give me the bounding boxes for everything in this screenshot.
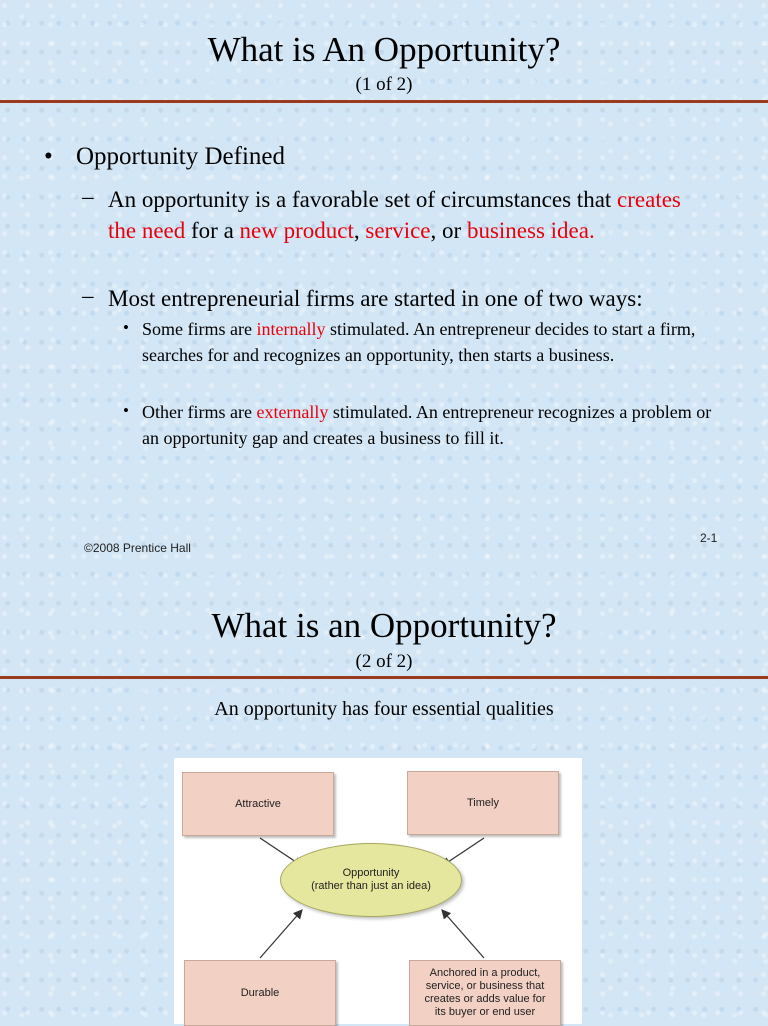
quality-timely: Timely — [407, 771, 559, 835]
two-ways-text: Most entrepreneurial firms are started in one of two ways: — [108, 286, 643, 311]
subbullet-glyph-2: • — [123, 401, 129, 420]
quality-attractive: Attractive — [182, 772, 334, 836]
slide-2 — [0, 580, 768, 1024]
definition-text — [108, 184, 708, 246]
dash-glyph-1: – — [82, 184, 94, 209]
dash-glyph-2: – — [82, 283, 94, 308]
subbullet-glyph-1: • — [123, 318, 129, 337]
highlight-business-idea: business idea. — [466, 218, 595, 243]
anchored-line: its buyer or end user — [434, 1006, 536, 1018]
opportunity-oval — [280, 843, 462, 917]
slide-2-title: What is an Opportunity? — [211, 606, 557, 645]
highlight-externally: externally — [256, 402, 329, 422]
title-divider — [0, 676, 768, 679]
highlight-service: service — [365, 218, 431, 243]
bullet-glyph: • — [44, 143, 53, 170]
qualities-caption: An opportunity has four essential qualities — [214, 698, 554, 720]
text-part: stimulated. An entrepreneur recognizes a problem or an opportunity gap and creates a business to fill it. — [142, 402, 712, 448]
bullet-heading: Opportunity Defined — [76, 143, 285, 170]
definition-part: An opportunity is a favorable set of circumstances that — [108, 187, 618, 212]
internally-stimulated-text — [142, 316, 732, 368]
slide-1-title: What is An Opportunity? — [207, 30, 561, 69]
definition-part: , — [353, 218, 366, 243]
oval-label: Opportunity — [342, 867, 400, 879]
oval-sublabel: (rather than just an idea) — [311, 880, 431, 892]
text-part: stimulated. An entrepreneur decides to start a firm, searches for and recognizes an opportunity, then starts a business. — [142, 319, 696, 365]
definition-part: , or — [430, 218, 467, 243]
definition-part: for a — [185, 218, 240, 243]
slide-2-subtitle: (2 of 2) — [355, 651, 413, 672]
highlight-internally: internally — [256, 319, 326, 339]
title-divider — [0, 100, 768, 103]
arrow-durable — [260, 910, 302, 958]
anchored-line: creates or adds value for — [424, 993, 546, 1005]
quality-durable: Durable — [184, 960, 336, 1026]
opportunity-diagram — [174, 758, 582, 1024]
highlight-creates-need: creates the need — [108, 187, 681, 243]
page-number: 2-1 — [700, 531, 718, 545]
text-part: Some firms are — [142, 319, 257, 339]
anchored-line: service, or business that — [425, 980, 545, 992]
text-part: Other firms are — [142, 402, 257, 422]
slide-1-subtitle: (1 of 2) — [355, 74, 413, 95]
anchored-line: Anchored in a product, — [429, 967, 541, 979]
quality-anchored — [409, 960, 561, 1026]
externally-stimulated-text — [142, 399, 732, 451]
highlight-new-product: new product — [239, 218, 354, 243]
copyright-footer: ©2008 Prentice Hall — [84, 541, 191, 555]
arrow-anchored — [442, 910, 484, 958]
